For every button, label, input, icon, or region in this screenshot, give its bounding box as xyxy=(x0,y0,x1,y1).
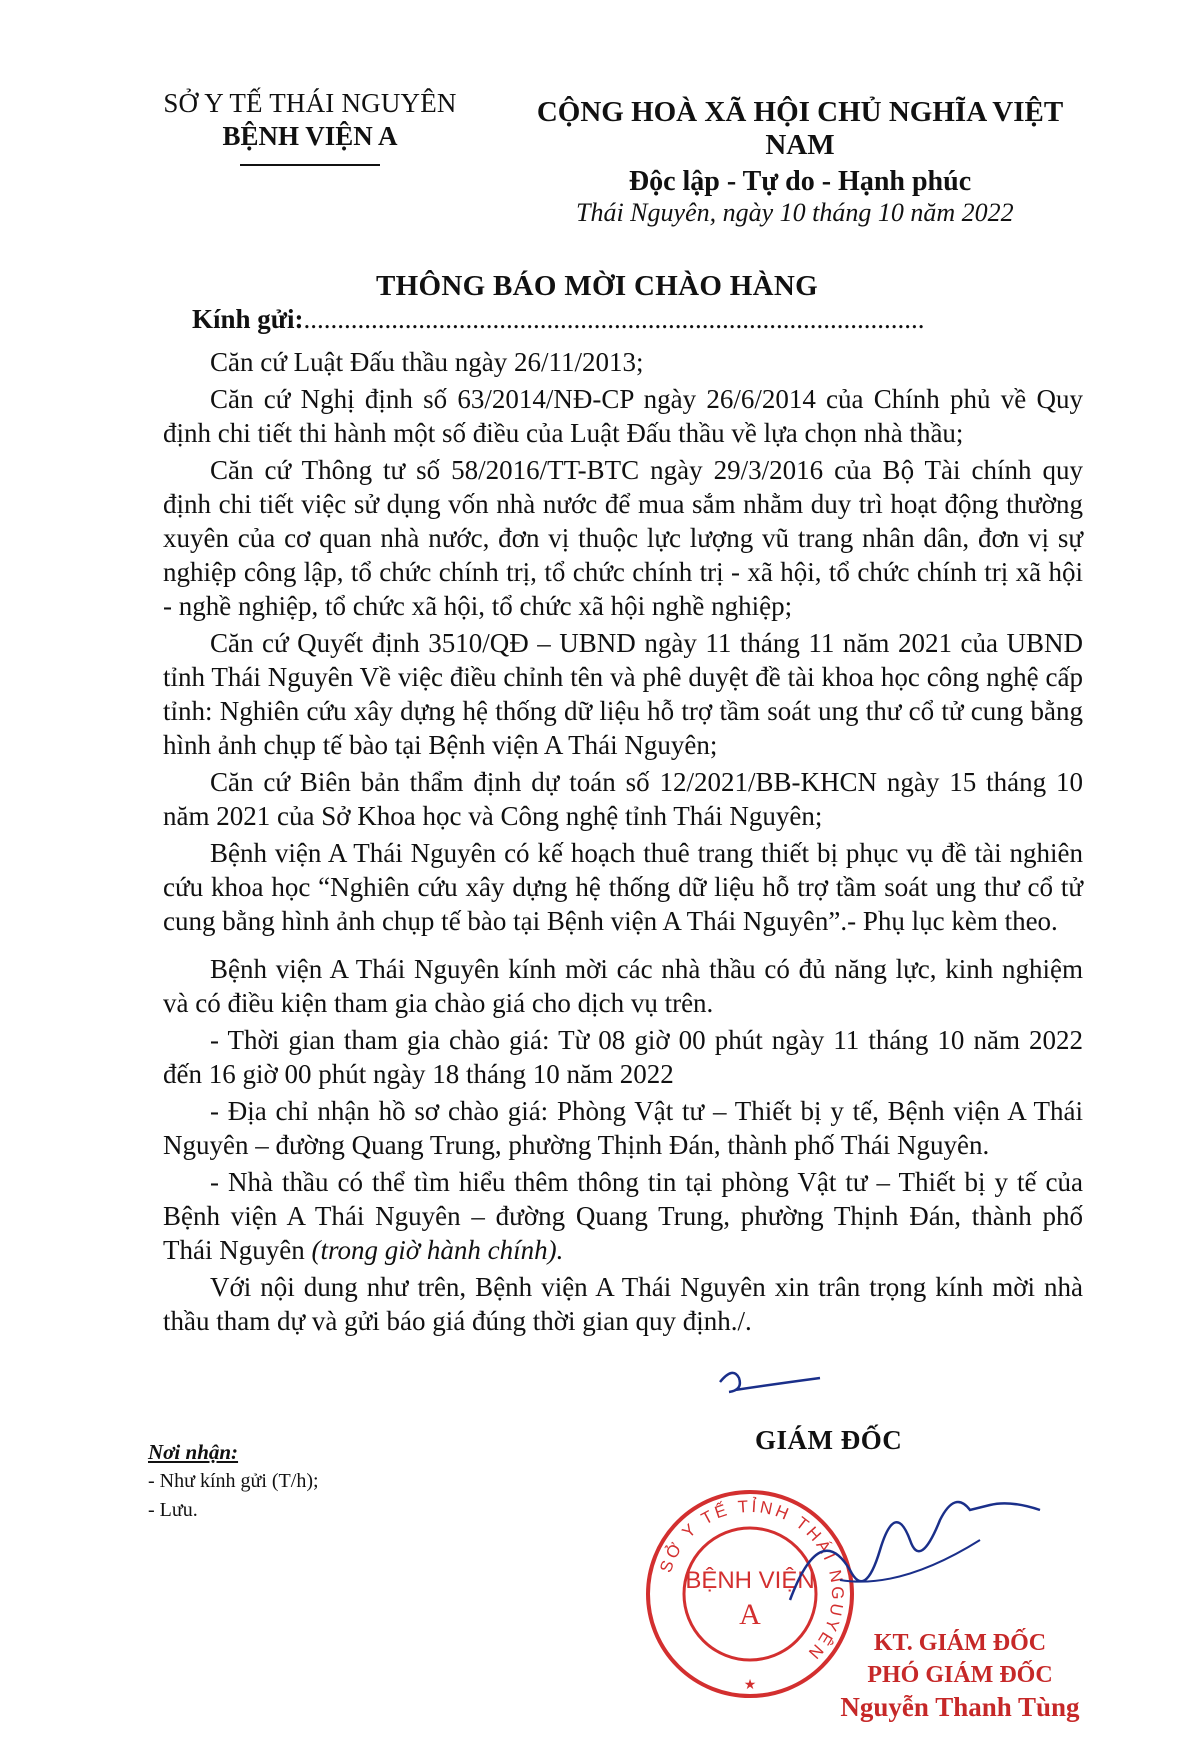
country-name: CỘNG HOÀ XÃ HỘI CHỦ NGHĨA VIỆT NAM xyxy=(536,96,1064,161)
header-left xyxy=(150,88,470,166)
closing-paragraph: Với nội dung như trên, Bệnh viện A Thái Nguyên xin trân trọng kính mời nhà thầu tham dự và gửi báo giá đúng thời gian quy định./. xyxy=(163,1272,1083,1336)
recipient-dots: ............................................................................................ xyxy=(303,304,925,334)
document-body xyxy=(163,345,1083,1341)
recipient-label: Kính gửi: xyxy=(192,304,304,334)
paragraph: Bệnh viện A Thái Nguyên kính mời các nhà thầu có đủ năng lực, kinh nghiệm và có điều kiện tham gia chào giá cho dịch vụ trên. xyxy=(163,954,1083,1018)
paragraph: Bệnh viện A Thái Nguyên có kế hoạch thuê trang thiết bị phục vụ đề tài nghiên cứu khoa học “Nghiên cứu xây dựng hệ thống dữ liệu hỗ trợ tầm soát ung thư cổ tử cung bằng hình ảnh chụp tế bào tại Bệnh viện A Thái Nguyên”.- Phụ lục kèm theo. xyxy=(163,838,1083,936)
stamp-letter: A xyxy=(739,1598,761,1631)
signer-block xyxy=(830,1627,1090,1723)
header-left-rule xyxy=(240,164,380,166)
signer-kt: KT. GIÁM ĐỐC xyxy=(873,1630,1047,1656)
recipient-line xyxy=(192,304,924,335)
paragraph: Căn cứ Nghị định số 63/2014/NĐ-CP ngày 26/6/2014 của Chính phủ về Quy định chi tiết thi hành một số điều của Luật Đấu thầu về lựa chọn nhà thầu; xyxy=(163,384,1083,448)
stamp-star: ★ xyxy=(743,1678,757,1693)
stamp-center-text: BỆNH VIỆN xyxy=(685,1567,815,1594)
recipients-item: - Lưu. xyxy=(148,1499,198,1521)
pen-tick-mark xyxy=(715,1360,825,1400)
recipients-item: - Như kính gửi (T/h); xyxy=(148,1470,319,1492)
recipients-list xyxy=(148,1438,319,1525)
paragraph: Căn cứ Luật Đấu thầu ngày 26/11/2013; xyxy=(210,347,644,377)
paragraph: Căn cứ Biên bản thẩm định dự toán số 12/2021/BB-KHCN ngày 15 tháng 10 năm 2021 của Sở Khoa học và Công nghệ tỉnh Thái Nguyên; xyxy=(163,767,1083,831)
paragraph: - Địa chỉ nhận hồ sơ chào giá: Phòng Vật tư – Thiết bị y tế, Bệnh viện A Thái Nguyên – đường Quang Trung, phường Thịnh Đán, thành phố Thái Nguyên. xyxy=(163,1096,1083,1160)
stamp-ring-text: SỞ Y TẾ TỈNH THÁI NGUYÊN xyxy=(656,1496,848,1665)
paragraph: Căn cứ Thông tư số 58/2016/TT-BTC ngày 29/3/2016 của Bộ Tài chính quy định chi tiết việc sử dụng vốn nhà nước để mua sắm nhằm duy trì hoạt động thường xuyên của cơ quan nhà nước, đơn vị thuộc lực lượng vũ trang nhân dân, đơn vị sự nghiệp công lập, tổ chức chính trị, tổ chức chính trị - xã hội, tổ chức chính trị xã hội - nghề nghiệp, tổ chức xã hội, tổ chức xã hội nghề nghiệp; xyxy=(163,455,1083,621)
info-italic: (trong giờ hành chính). xyxy=(311,1235,564,1265)
hospital-name: BỆNH VIỆN A xyxy=(222,121,398,151)
paragraph-info xyxy=(163,1165,1083,1267)
header-right xyxy=(520,96,1080,198)
paragraph: Căn cứ Quyết định 3510/QĐ – UBND ngày 11 tháng 11 năm 2021 của UBND tỉnh Thái Nguyên Về việc điều chỉnh tên và phê duyệt đề tài khoa học công nghệ cấp tỉnh: Nghiên cứu xây dựng hệ thống dữ liệu hỗ trợ tầm soát ung thư cổ tử cung bằng hình ảnh chụp tế bào tại Bệnh viện A Thái Nguyên; xyxy=(163,628,1083,760)
department-name: SỞ Y TẾ THÁI NGUYÊN xyxy=(163,88,457,118)
document-title: THÔNG BÁO MỜI CHÀO HÀNG xyxy=(376,270,818,302)
signer-name: Nguyễn Thanh Tùng xyxy=(840,1692,1080,1722)
signer-deputy: PHÓ GIÁM ĐỐC xyxy=(867,1662,1053,1688)
paragraph: - Thời gian tham gia chào giá: Từ 08 giờ 00 phút ngày 11 tháng 10 năm 2022 đến 16 giờ 00 phút ngày 18 tháng 10 năm 2022 xyxy=(163,1025,1083,1089)
signer-role: GIÁM ĐỐC xyxy=(755,1425,903,1455)
signature-scribble xyxy=(780,1480,1080,1630)
national-motto: Độc lập - Tự do - Hạnh phúc xyxy=(628,166,972,197)
date-line: Thái Nguyên, ngày 10 tháng 10 năm 2022 xyxy=(576,198,1014,227)
recipients-heading: Nơi nhận: xyxy=(148,1440,239,1464)
info-text: - Nhà thầu có thể tìm hiểu thêm thông tin tại phòng Vật tư – Thiết bị y tế của Bệnh viện A Thái Nguyên – đường Quang Trung, phường Thịnh Đán, thành phố Thái Nguyên xyxy=(163,1167,1083,1265)
